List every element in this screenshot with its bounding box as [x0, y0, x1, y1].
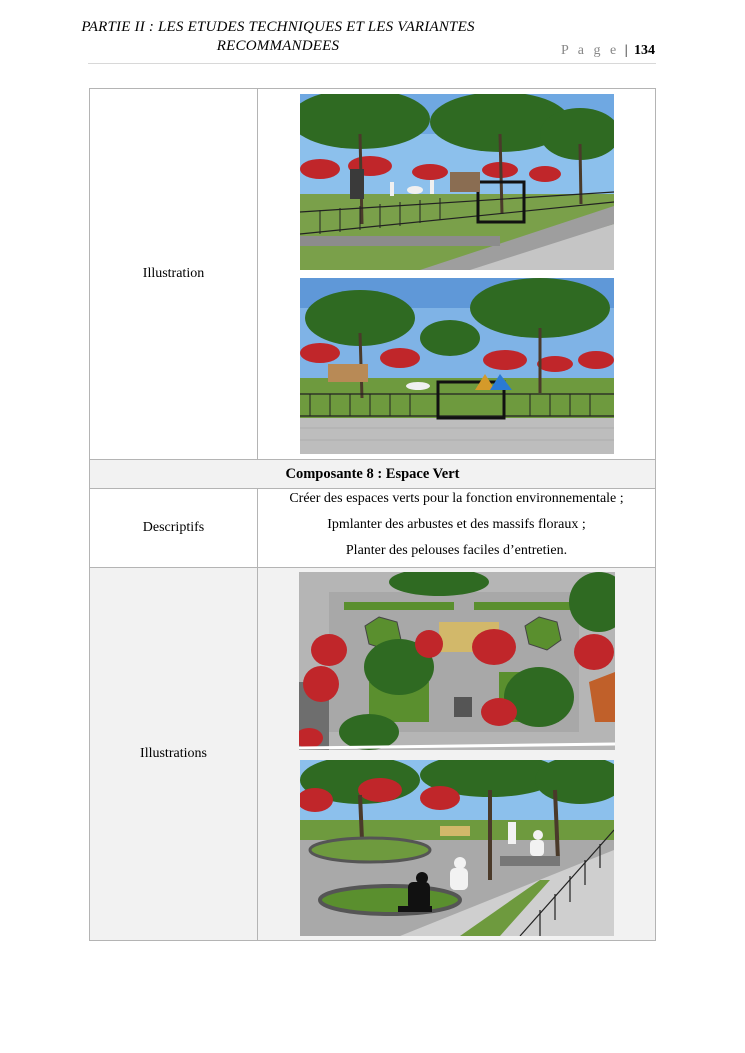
- illustrations-row: [90, 568, 656, 941]
- descriptifs-label: Descriptifs: [90, 489, 258, 568]
- descriptif-line: Ipmlanter des arbustes et des massifs floraux ;: [327, 517, 586, 532]
- component-table: [89, 88, 656, 941]
- illustrations-image-2: [300, 760, 614, 936]
- header-title-line1: PARTIE II : LES ETUDES TECHNIQUES ET LES VARIANTES: [81, 19, 475, 35]
- illustrations-image-1: [299, 572, 615, 750]
- header-divider: [88, 63, 656, 64]
- illustrations-label: Illustrations: [90, 568, 258, 941]
- illustration-label: Illustration: [90, 89, 258, 460]
- descriptif-line: Créer des espaces verts pour la fonction environnementale ;: [289, 491, 624, 506]
- illustration-row: [90, 89, 656, 460]
- page-number: 134: [634, 43, 655, 58]
- descriptifs-text: [258, 489, 656, 568]
- illustrations-images-cell: [258, 568, 656, 941]
- running-header: [48, 18, 508, 56]
- descriptifs-row: [90, 489, 656, 568]
- illustration-images-cell: [258, 89, 656, 460]
- composante-title: Composante 8 : Espace Vert: [90, 460, 656, 489]
- page-number-block: [561, 43, 655, 59]
- illustration-image-2: [300, 278, 614, 454]
- illustration-image-1: [300, 94, 614, 270]
- descriptif-line: Planter des pelouses faciles d’entretien.: [345, 543, 568, 558]
- page-separator: |: [624, 43, 628, 58]
- page-word: P a g e: [560, 43, 620, 58]
- header-title-line2: RECOMMANDEES: [216, 38, 340, 54]
- composante-header-row: [90, 460, 656, 489]
